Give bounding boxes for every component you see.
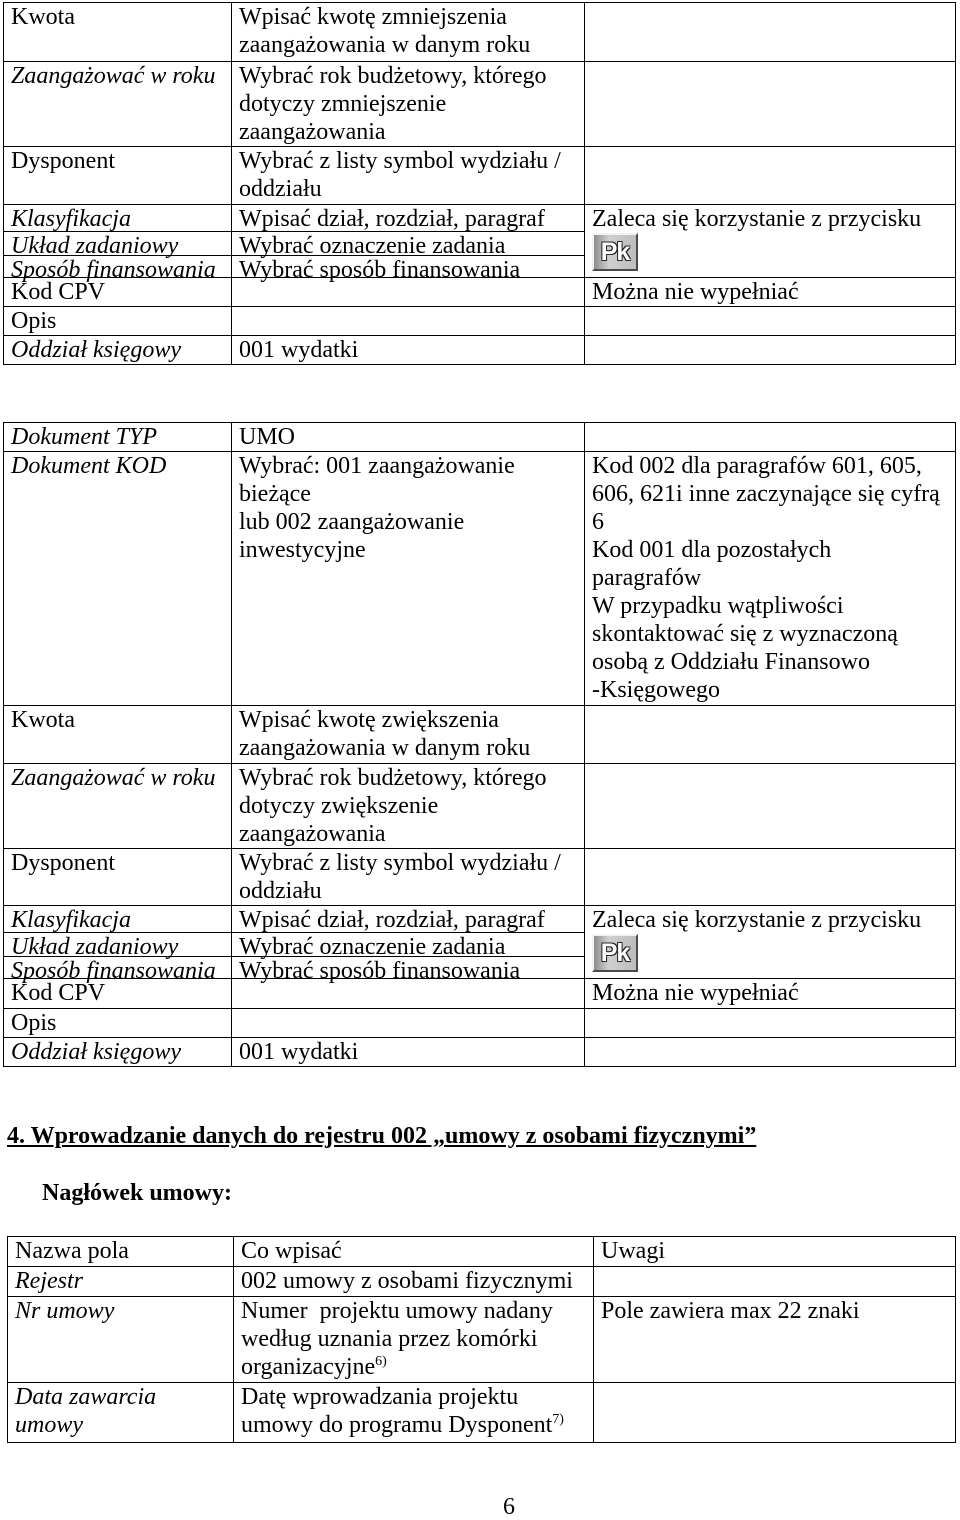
- field-label: Zaangażować w roku: [4, 62, 232, 147]
- field-note: [585, 3, 956, 62]
- pk-button-icon: [592, 934, 638, 972]
- pk-button-label: Pk: [600, 237, 630, 266]
- field-value: UMO: [232, 423, 585, 452]
- field-value: Wybrać sposób finansowania: [232, 256, 585, 278]
- contract-header-table: [7, 1236, 956, 1443]
- field-label: Oddział księgowy: [4, 1038, 232, 1067]
- field-label: Kod CPV: [4, 278, 232, 307]
- field-label: Kwota: [4, 706, 232, 764]
- field-label: Kwota: [4, 3, 232, 62]
- field-label: Dokument TYP: [4, 423, 232, 452]
- field-label: Dysponent: [4, 147, 232, 205]
- field-value: [232, 278, 585, 307]
- field-note: [585, 906, 956, 979]
- field-label: Opis: [4, 307, 232, 336]
- field-note: [585, 62, 956, 147]
- field-value: [234, 1297, 594, 1383]
- pk-button-label: Pk: [600, 938, 630, 967]
- column-header: Co wpisać: [234, 1237, 594, 1267]
- field-note: [585, 706, 956, 764]
- field-value: [234, 1383, 594, 1443]
- field-label: Sposób finansowania: [4, 256, 232, 278]
- field-note: [585, 764, 956, 849]
- pk-button-icon: [592, 233, 638, 271]
- field-label: Kod CPV: [4, 979, 232, 1009]
- field-label: Dysponent: [4, 849, 232, 906]
- footnote-ref: 6): [375, 1354, 387, 1369]
- page-number: 6: [503, 1494, 515, 1520]
- field-value-text: Datę wprowadzania projektu umowy do programu Dysponent: [241, 1384, 553, 1438]
- field-label: Opis: [4, 1009, 232, 1038]
- details-table-decrease: [3, 2, 956, 365]
- field-label: Układ zadaniowy: [4, 232, 232, 256]
- field-note: Można nie wypełniać: [585, 278, 956, 307]
- field-value: Wybrać z listy symbol wydziału / oddziału: [232, 147, 585, 205]
- field-label: Data zawarcia umowy: [8, 1383, 234, 1443]
- field-label: Klasyfikacja: [4, 205, 232, 232]
- field-note: Kod 002 dla paragrafów 601, 605, 606, 621i inne zaczynające się cyfrą 6 Kod 001 dla pozostałych paragrafów W przypadku wątpliwości skontaktować się z wyznaczoną osobą z Oddziału Finansowo -Księgowego: [585, 452, 956, 706]
- field-label: Nr umowy: [8, 1297, 234, 1383]
- field-note: [585, 1038, 956, 1067]
- field-value: Wybrać oznaczenie zadania: [232, 232, 585, 256]
- field-value: 002 umowy z osobami fizycznymi: [234, 1267, 594, 1297]
- field-label: Klasyfikacja: [4, 906, 232, 933]
- field-note: [585, 205, 956, 278]
- field-value: Wpisać kwotę zwiększenia zaangażowania w danym roku: [232, 706, 585, 764]
- section-heading: 4. Wprowadzanie danych do rejestru 002 „umowy z osobami fizycznymi”: [7, 1123, 757, 1149]
- field-value: [232, 979, 585, 1009]
- field-value: 001 wydatki: [232, 336, 585, 365]
- field-value-text: Numer projektu umowy nadany według uznania przez komórki organizacyjne: [241, 1298, 553, 1380]
- field-note: Pole zawiera max 22 znaki: [594, 1297, 956, 1383]
- field-label: Dokument KOD: [4, 452, 232, 706]
- field-value: Wybrać rok budżetowy, którego dotyczy zwiększenie zaangażowania: [232, 764, 585, 849]
- field-value: Wpisać dział, rozdział, paragraf: [232, 906, 585, 933]
- footnote-ref: 7): [552, 1412, 564, 1427]
- field-note: Można nie wypełniać: [585, 979, 956, 1009]
- field-value: Wpisać kwotę zmniejszenia zaangażowania w danym roku: [232, 3, 585, 62]
- field-label: Sposób finansowania: [4, 957, 232, 979]
- field-value: Wybrać: 001 zaangażowanie bieżące lub 002 zaangażowanie inwestycyjne: [232, 452, 585, 706]
- field-note: [594, 1267, 956, 1297]
- field-label: Układ zadaniowy: [4, 933, 232, 957]
- field-value: [232, 1009, 585, 1038]
- note-text: Zaleca się korzystanie z przycisku: [592, 907, 922, 933]
- field-note: [594, 1383, 956, 1443]
- field-note: [585, 336, 956, 365]
- note-text: Zaleca się korzystanie z przycisku: [592, 206, 922, 232]
- column-header: Nazwa pola: [8, 1237, 234, 1267]
- field-note: [585, 849, 956, 906]
- field-value: 001 wydatki: [232, 1038, 585, 1067]
- field-value: Wybrać sposób finansowania: [232, 957, 585, 979]
- field-label: Rejestr: [8, 1267, 234, 1297]
- field-value: Wpisać dział, rozdział, paragraf: [232, 205, 585, 232]
- field-label: Zaangażować w roku: [4, 764, 232, 849]
- field-value: Wybrać rok budżetowy, którego dotyczy zmniejszenie zaangażowania: [232, 62, 585, 147]
- field-note: [585, 1009, 956, 1038]
- field-value: Wybrać oznaczenie zadania: [232, 933, 585, 957]
- details-table-increase: [3, 422, 956, 1067]
- field-label: Oddział księgowy: [4, 336, 232, 365]
- field-value: Wybrać z listy symbol wydziału / oddziału: [232, 849, 585, 906]
- field-value: [232, 307, 585, 336]
- field-note: [585, 307, 956, 336]
- column-header: Uwagi: [594, 1237, 956, 1267]
- section-subheading: Nagłówek umowy:: [42, 1180, 232, 1206]
- field-note: [585, 423, 956, 452]
- field-note: [585, 147, 956, 205]
